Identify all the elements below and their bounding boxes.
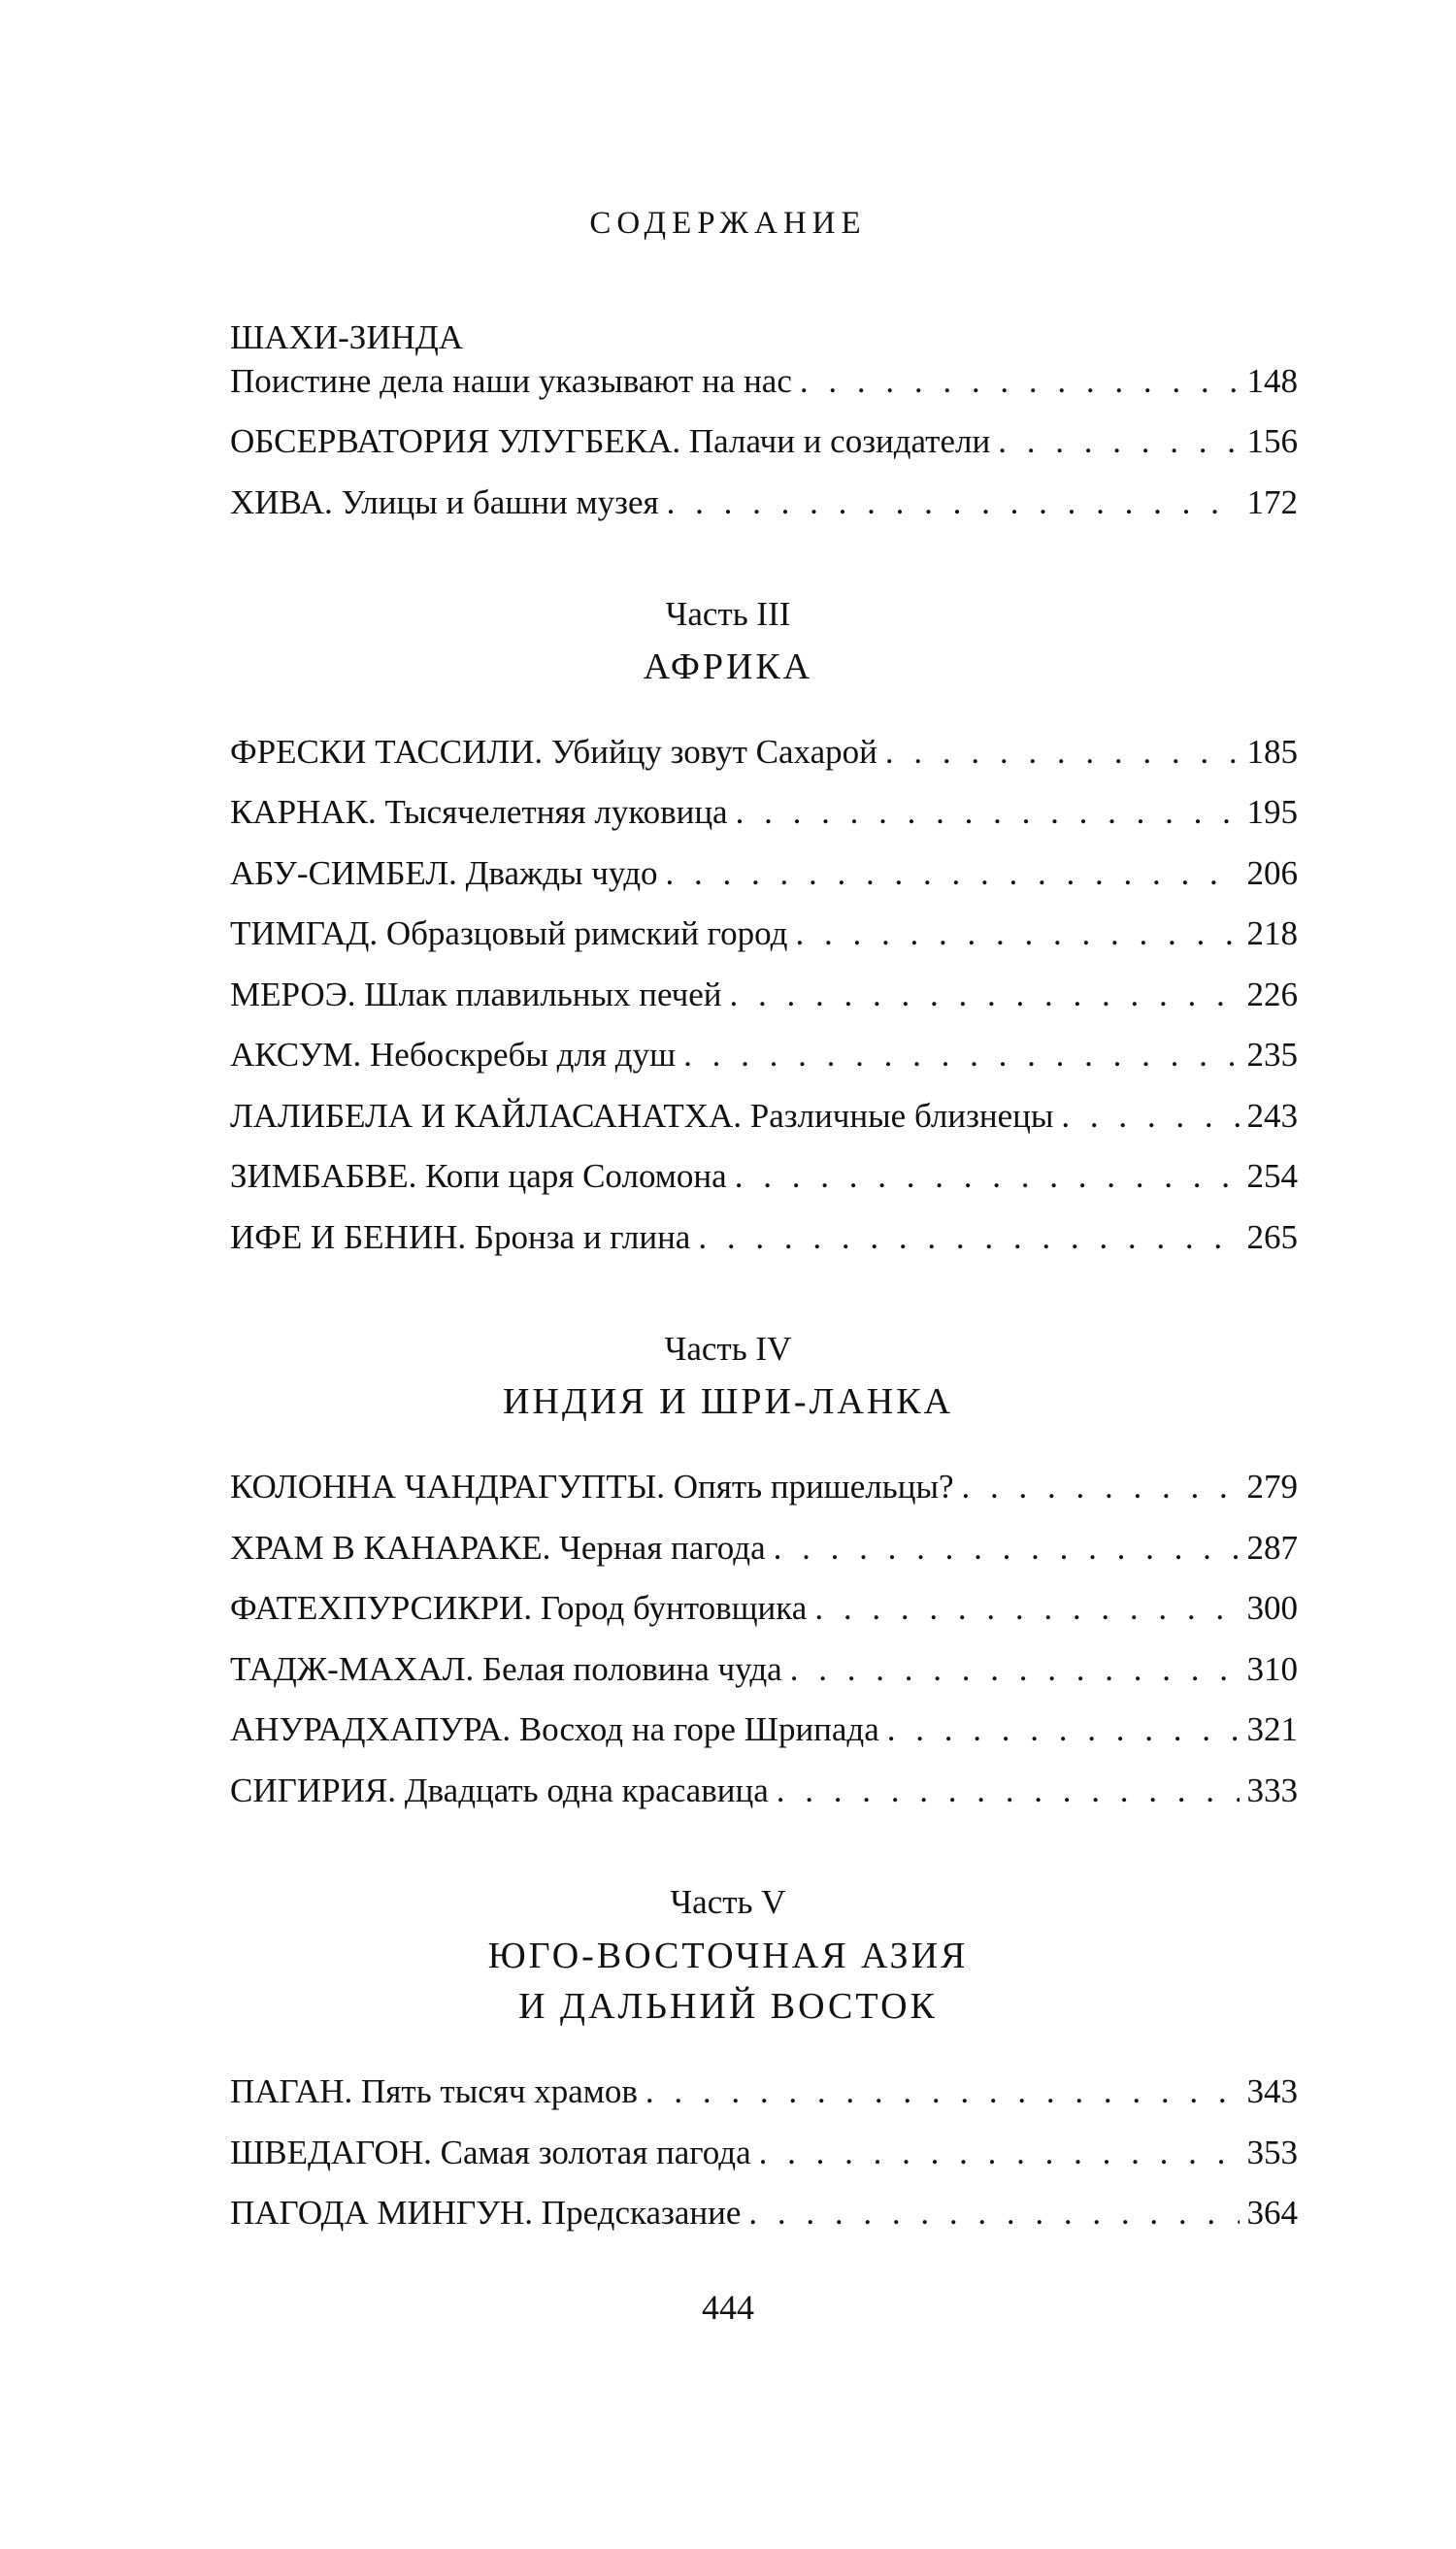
toc-entry <box>230 1767 1298 1815</box>
entry-title: СИГИРИЯ. Двадцать одна красавица <box>230 1771 769 1809</box>
dot-leader <box>736 788 1240 837</box>
entry-title: КОЛОННА ЧАНДРАГУПТЫ. Опять пришельцы? <box>230 1468 954 1506</box>
toc-entry <box>230 728 1298 777</box>
dot-leader <box>998 417 1239 466</box>
dot-leader <box>790 1645 1240 1694</box>
part-label: Часть III <box>665 595 791 633</box>
toc-entry <box>230 2068 1298 2116</box>
entry-page-number: 254 <box>1246 1157 1298 1195</box>
dot-leader <box>800 357 1240 406</box>
entry-title: ОБСЕРВАТОРИЯ УЛУГБЕКА. Палачи и созидатели <box>230 422 991 460</box>
toc-entry <box>230 1092 1298 1141</box>
entry-page-number: 353 <box>1246 2134 1298 2171</box>
part-title-continued: И ДАЛЬНИЙ ВОСТОК <box>518 1986 938 2027</box>
part-label: Часть IV <box>664 1330 792 1368</box>
dot-leader <box>962 1463 1240 1511</box>
dot-leader <box>748 2189 1239 2237</box>
entry-page-number: 243 <box>1246 1097 1298 1135</box>
entry-page-number: 321 <box>1246 1710 1298 1748</box>
toc-entry <box>230 1213 1298 1262</box>
dot-leader <box>666 849 1240 898</box>
entry-page-number: 156 <box>1246 422 1298 460</box>
toc-entry <box>230 479 1298 527</box>
entry-page-number: 185 <box>1246 733 1298 771</box>
toc-entry <box>230 357 1298 406</box>
dot-leader <box>774 1524 1240 1572</box>
entry-page-number: 343 <box>1246 2072 1298 2110</box>
toc-entry <box>230 1031 1298 1079</box>
toc-entry <box>230 2189 1298 2237</box>
dot-leader <box>645 2068 1240 2116</box>
entry-title: ФРЕСКИ ТАССИЛИ. Убийцу зовут Сахарой <box>230 733 877 771</box>
toc-entry <box>230 417 1298 466</box>
toc-entry <box>230 1645 1298 1694</box>
entry-title: КАРНАК. Тысячелетняя луковица <box>230 793 728 831</box>
entry-title: МЕРОЭ. Шлак плавильных печей <box>230 976 722 1013</box>
dot-leader <box>814 1584 1239 1633</box>
entry-title: ПАГОДА МИНГУН. Предсказание <box>230 2194 742 2232</box>
entry-title: Поистине дела наши указывают на нас <box>230 362 792 400</box>
entry-title: ФАТЕХПУРСИКРИ. Город бунтовщика <box>230 1589 808 1627</box>
entry-page-number: 172 <box>1246 483 1298 521</box>
entry-page-number: 333 <box>1246 1771 1298 1809</box>
part-title: АФРИКА <box>643 646 813 687</box>
entry-page-number: 265 <box>1246 1218 1298 1256</box>
entry-title: АБУ-СИМБЕЛ. Дважды чудо <box>230 854 658 892</box>
entry-title: ИФЕ И БЕНИН. Бронза и глина <box>230 1218 691 1256</box>
entry-title: АНУРАДХАПУРА. Восход на горе Шрипада <box>230 1710 879 1748</box>
dot-leader <box>683 1031 1239 1079</box>
dot-leader <box>795 910 1239 958</box>
dot-leader <box>698 1213 1239 1262</box>
entry-page-number: 279 <box>1246 1468 1298 1506</box>
toc-entry <box>230 849 1298 898</box>
entry-title: ШАХИ-ЗИНДА <box>230 318 464 356</box>
entry-title: ТИМГАД. Образцовый римский город <box>230 914 788 952</box>
entry-page-number: 206 <box>1246 854 1298 892</box>
entry-page-number: 148 <box>1246 362 1298 400</box>
dot-leader <box>777 1767 1240 1815</box>
entry-page-number: 300 <box>1246 1589 1298 1627</box>
entry-page-number: 195 <box>1246 793 1298 831</box>
entry-title: АКСУМ. Небоскребы для душ <box>230 1036 677 1074</box>
entry-page-number: 218 <box>1246 914 1298 952</box>
toc-entry <box>230 1705 1298 1754</box>
dot-leader <box>730 971 1240 1019</box>
toc-entry <box>230 1524 1298 1572</box>
dot-leader <box>667 479 1240 527</box>
entry-title: ШВЕДАГОН. Самая золотая пагода <box>230 2134 751 2171</box>
part-title: ЮГО-ВОСТОЧНАЯ АЗИЯ <box>487 1936 969 1976</box>
entry-page-number: 287 <box>1246 1529 1298 1567</box>
entry-page-number: 364 <box>1246 2194 1298 2232</box>
entry-title: ЛАЛИБЕЛА И КАЙЛАСАНАТХА. Различные близнецы <box>230 1097 1054 1135</box>
entry-page-number: 235 <box>1246 1036 1298 1074</box>
dot-leader <box>735 1152 1240 1201</box>
entry-page-number: 310 <box>1246 1650 1298 1688</box>
entry-title: ЗИМБАБВЕ. Копи царя Соломона <box>230 1157 727 1195</box>
entry-title: ХРАМ В КАНАРАКЕ. Черная пагода <box>230 1529 766 1567</box>
toc-entry-title-line <box>230 314 1298 362</box>
entry-title: ПАГАН. Пять тысяч храмов <box>230 2072 638 2110</box>
toc-entry <box>230 788 1298 837</box>
entry-title: ТАДЖ-МАХАЛ. Белая половина чуда <box>230 1650 782 1688</box>
toc-entry <box>230 1584 1298 1633</box>
contents-header: СОДЕРЖАНИЕ <box>589 206 867 241</box>
entry-title: ХИВА. Улицы и башни музея <box>230 483 659 521</box>
toc-entry <box>230 910 1298 958</box>
part-label: Часть V <box>670 1883 786 1921</box>
dot-leader <box>1061 1092 1239 1141</box>
dot-leader <box>887 1705 1240 1754</box>
toc-entry <box>230 2129 1298 2177</box>
page-number-footer: 444 <box>702 2288 754 2327</box>
dot-leader <box>759 2129 1240 2177</box>
toc-entry <box>230 971 1298 1019</box>
entry-page-number: 226 <box>1246 976 1298 1013</box>
toc-entry <box>230 1463 1298 1511</box>
dot-leader <box>885 728 1240 777</box>
part-title: ИНДИЯ И ШРИ-ЛАНКА <box>502 1381 954 1422</box>
toc-entry <box>230 1152 1298 1201</box>
